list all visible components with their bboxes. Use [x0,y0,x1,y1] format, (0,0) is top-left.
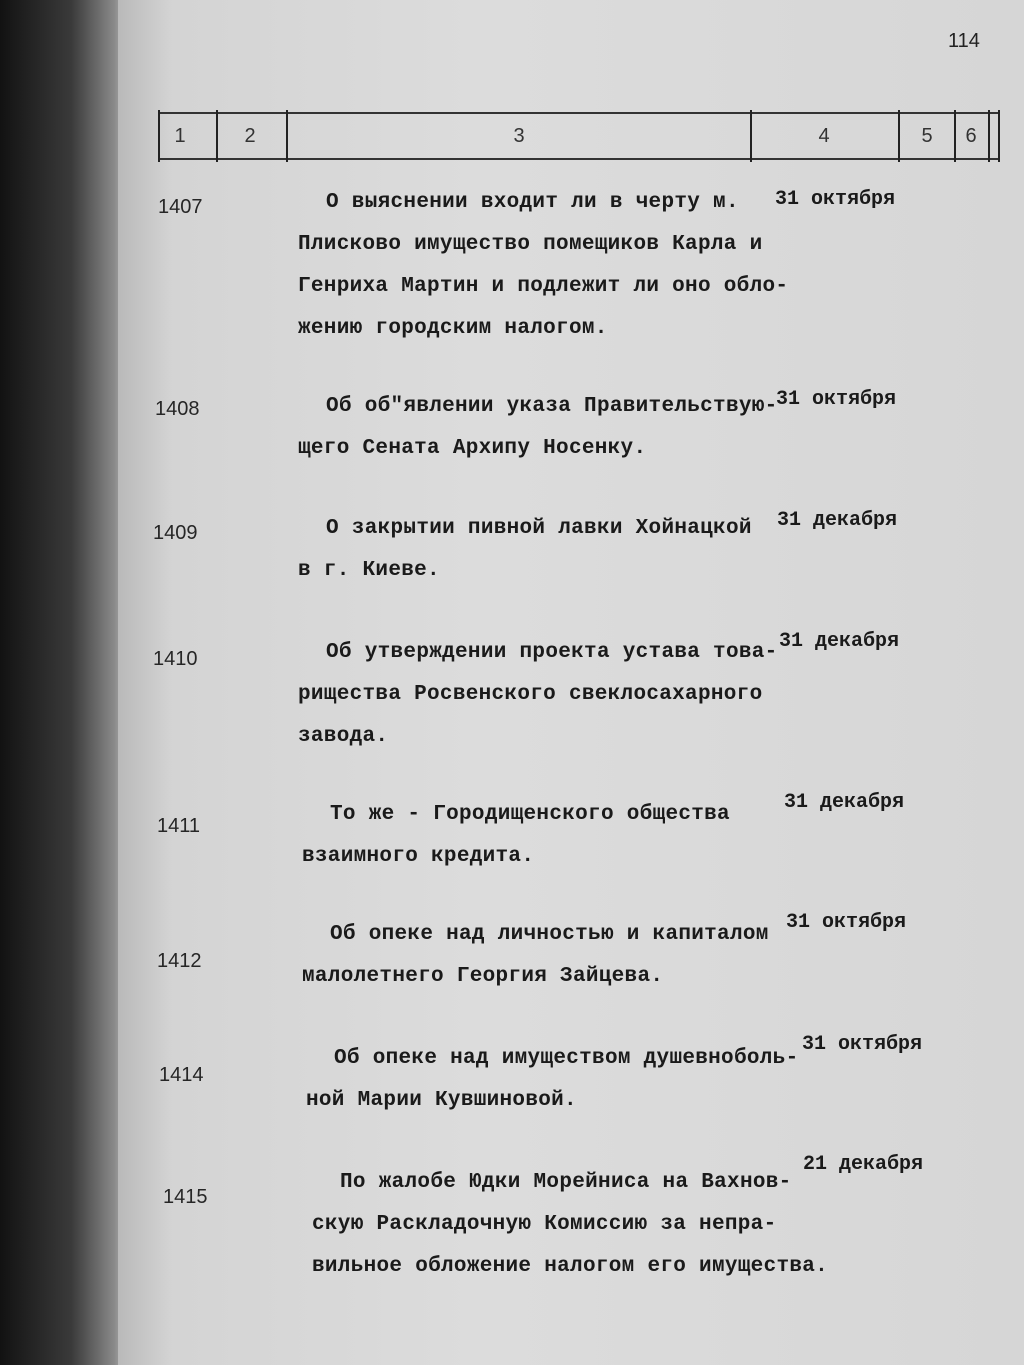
entry-description [302,914,769,998]
entry-description-line: Об опеке над имуществом душевноболь- [334,1047,799,1070]
entry-number: 1414 [159,1064,204,1086]
entry-description [298,182,788,350]
entry-description [298,386,778,470]
entry-description-line: Об опеке над личностью и капиталом [330,923,769,946]
entry-description-line: малолетнего Георгия Зайцева. [302,965,664,988]
column-separator [750,110,752,162]
column-separator [898,110,900,162]
entry-description-line: щего Сената Архипу Носенку. [298,437,647,460]
column-separator [954,110,956,162]
entry-number: 1407 [158,196,203,218]
entry-date: 31 декабря [777,509,898,532]
column-header-2: 2 [244,124,256,147]
entry-number: 1411 [157,815,201,837]
entry-description-line: рищества Росвенского свеклосахарного [298,683,763,706]
entry-number: 1410 [153,648,198,670]
entry-description-line: Об утверждении проекта устава това- [326,641,778,664]
column-header-1: 1 [174,124,186,147]
column-header-3: 3 [513,124,525,147]
entry-description-line: О закрытии пивной лавки Хойнацкой [326,517,752,540]
entry-description [312,1162,828,1288]
entry-description-line: По жалобе Юдки Морейниса на Вахнов- [340,1171,792,1194]
entry-description-line: вильное обложение налогом его имущества. [312,1255,829,1278]
column-separator [998,110,1000,162]
entry-description-line: О выяснении входит ли в черту м. [326,191,739,214]
column-header-6: 6 [965,124,977,147]
column-separator [286,110,288,162]
entry-description [306,1038,798,1122]
entry-description [298,508,752,592]
column-separator [988,110,990,162]
column-separator [158,110,160,162]
entry-description [298,632,778,758]
entry-description-line: Плисково имущество помещиков Карла и [298,233,763,256]
entry-description-line: ной Марии Кувшиновой. [306,1089,577,1112]
entry-date: 31 октября [775,188,896,211]
column-header-4: 4 [818,124,830,147]
entry-description-line: завода. [298,725,389,748]
book-binding [0,0,130,1365]
entry-description-line: То же - Городищенского общества [330,803,730,826]
entry-description-line: Генриха Мартин и подлежит ли оно обло- [298,275,789,298]
entry-number: 1408 [155,398,200,420]
entry-description [302,794,730,878]
entry-date: 21 декабря [803,1153,924,1176]
entry-number: 1412 [157,950,202,972]
entry-description-line: в г. Киеве. [298,559,440,582]
entry-date: 31 октября [786,911,907,934]
entry-date: 31 октября [776,388,897,411]
entry-date: 31 декабря [779,630,900,653]
entry-date: 31 декабря [784,791,905,814]
page-number: 114 [948,30,980,52]
column-header-table [158,112,1000,160]
entry-description-line: Об об"явлении указа Правительствую- [326,395,778,418]
entry-description-line: жению городским налогом. [298,317,608,340]
entry-number: 1409 [153,522,198,544]
column-separator [216,110,218,162]
entry-description-line: взаимного кредита. [302,845,535,868]
column-header-5: 5 [921,124,933,147]
entry-description-line: скую Раскладочную Комиссию за непра- [312,1213,777,1236]
entry-date: 31 октября [802,1033,923,1056]
entry-number: 1415 [163,1186,208,1208]
